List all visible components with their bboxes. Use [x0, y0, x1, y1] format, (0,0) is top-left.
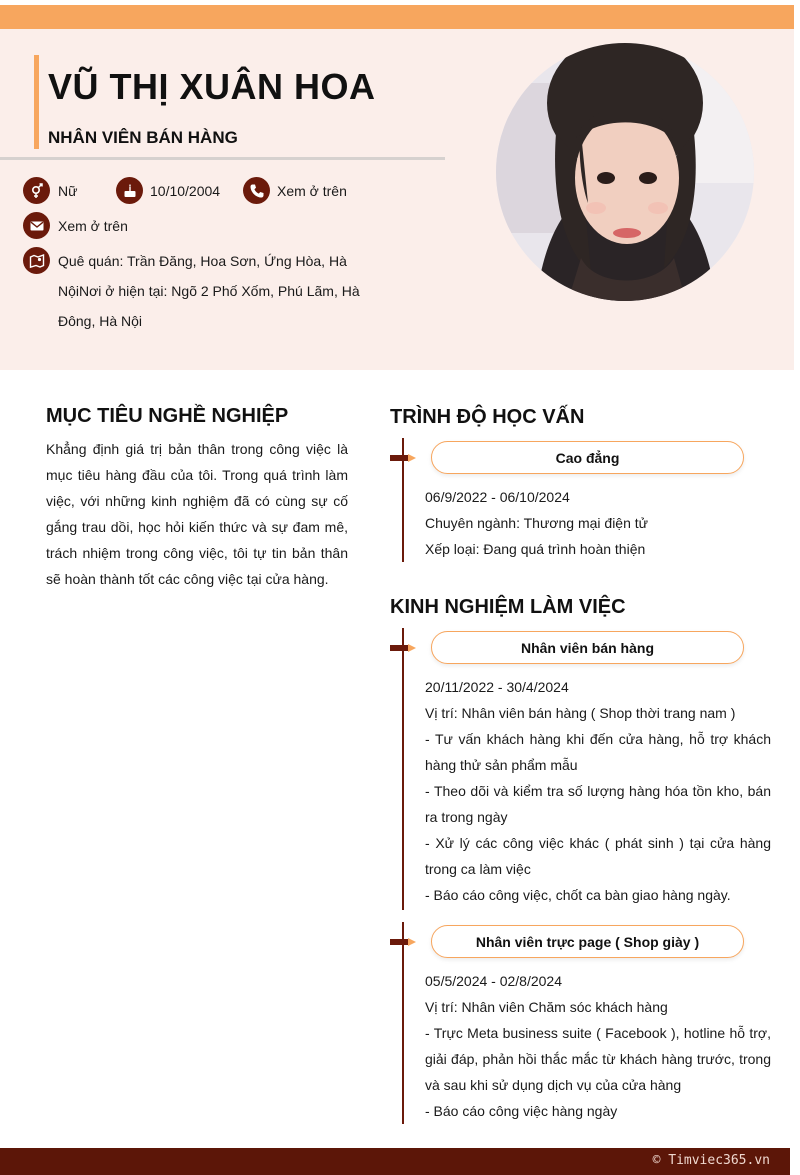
candidate-name: VŨ THỊ XUÂN HOA [48, 66, 376, 107]
experience-heading: Nhân viên bán hàng [431, 631, 744, 664]
footer-bar [0, 1148, 790, 1175]
experience-line: Vị trí: Nhân viên bán hàng ( Shop thời trang nam ) [425, 705, 736, 721]
education-line: 06/9/2022 - 06/10/2024 [425, 489, 570, 505]
name-accent-bar [34, 55, 39, 149]
cake-icon [116, 177, 143, 204]
experience-timeline-line [402, 628, 404, 910]
experience-timeline-marker [390, 643, 416, 653]
experience-details [425, 968, 771, 1124]
top-accent-bar [0, 5, 794, 29]
experience-line: 20/11/2022 - 30/4/2024 [425, 679, 569, 695]
experience-title: KINH NGHIỆM LÀM VIỆC [390, 596, 626, 618]
experience-line: - Tư vấn khách hàng khi đến cửa hàng, hỗ trợ khách hàng thử sản phẩm mẫu [425, 731, 771, 773]
phone-value: Xem ở trên [277, 183, 347, 199]
phone-icon [243, 177, 270, 204]
experience-line: 05/5/2024 - 02/8/2024 [425, 973, 563, 989]
gender-value: Nữ [58, 183, 78, 199]
education-line: Xếp loại: Đang quá trình hoàn thiện [425, 541, 646, 557]
experience-line: - Xử lý các công việc khác ( phát sinh ) tại cửa hàng trong ca làm việc [425, 835, 771, 877]
job-title: NHÂN VIÊN BÁN HÀNG [48, 128, 238, 147]
name-divider [0, 157, 445, 160]
objective-title: MỤC TIÊU NGHỀ NGHIỆP [46, 405, 289, 427]
map-icon [23, 247, 50, 274]
address-text: Quê quán: Trần Đăng, Hoa Sơn, Ứng Hòa, Hà NộiNơi ở hiện tại: Ngõ 2 Phố Xốm, Phú Lãm, Hà Đông, Hà Nội [58, 253, 360, 329]
experience-details [425, 674, 771, 908]
experience-line: - Báo cáo công việc, chốt ca bàn giao hàng ngày. [425, 887, 731, 903]
experience-line: - Báo cáo công việc hàng ngày [425, 1103, 618, 1119]
education-timeline-marker [390, 453, 416, 463]
email-value: Xem ở trên [58, 218, 128, 234]
experience-line: - Theo dõi và kiểm tra số lượng hàng hóa tồn kho, bán ra trong ngày [425, 783, 771, 825]
email-icon [23, 212, 50, 239]
experience-heading: Nhân viên trực page ( Shop giày ) [431, 925, 744, 958]
experience-timeline-marker [390, 937, 416, 947]
profile-photo [496, 43, 754, 301]
objective-text: Khẳng định giá trị bản thân trong công việc là mục tiêu hàng đầu của tôi. Trong quá trình làm việc, với những kinh nghiệm đã có cùng sự cố gắng trau dồi, học hỏi kiến thức và sự đam mê, trách nhiệm trong công việc, tôi tự tin bản thân sẽ hoàn thành tốt các công việc tại cửa hàng. [46, 441, 348, 587]
education-heading: Cao đẳng [431, 441, 744, 474]
experience-line: - Trực Meta business suite ( Facebook ), hotline hỗ trợ, giải đáp, phản hồi thắc mắc từ khách hàng trước, trong và sau khi sử dụng dịch vụ của cửa hàng [425, 1025, 771, 1093]
experience-timeline-line [402, 922, 404, 1124]
footer-brand[interactable]: © Timviec365.vn [652, 1153, 770, 1168]
birthdate-value: 10/10/2004 [150, 183, 221, 199]
education-title: TRÌNH ĐỘ HỌC VẤN [390, 406, 585, 428]
education-line: Chuyên ngành: Thương mại điện tử [425, 515, 649, 531]
experience-line: Vị trí: Nhân viên Chăm sóc khách hàng [425, 999, 668, 1015]
education-details [425, 484, 771, 562]
gender-icon [23, 177, 50, 204]
